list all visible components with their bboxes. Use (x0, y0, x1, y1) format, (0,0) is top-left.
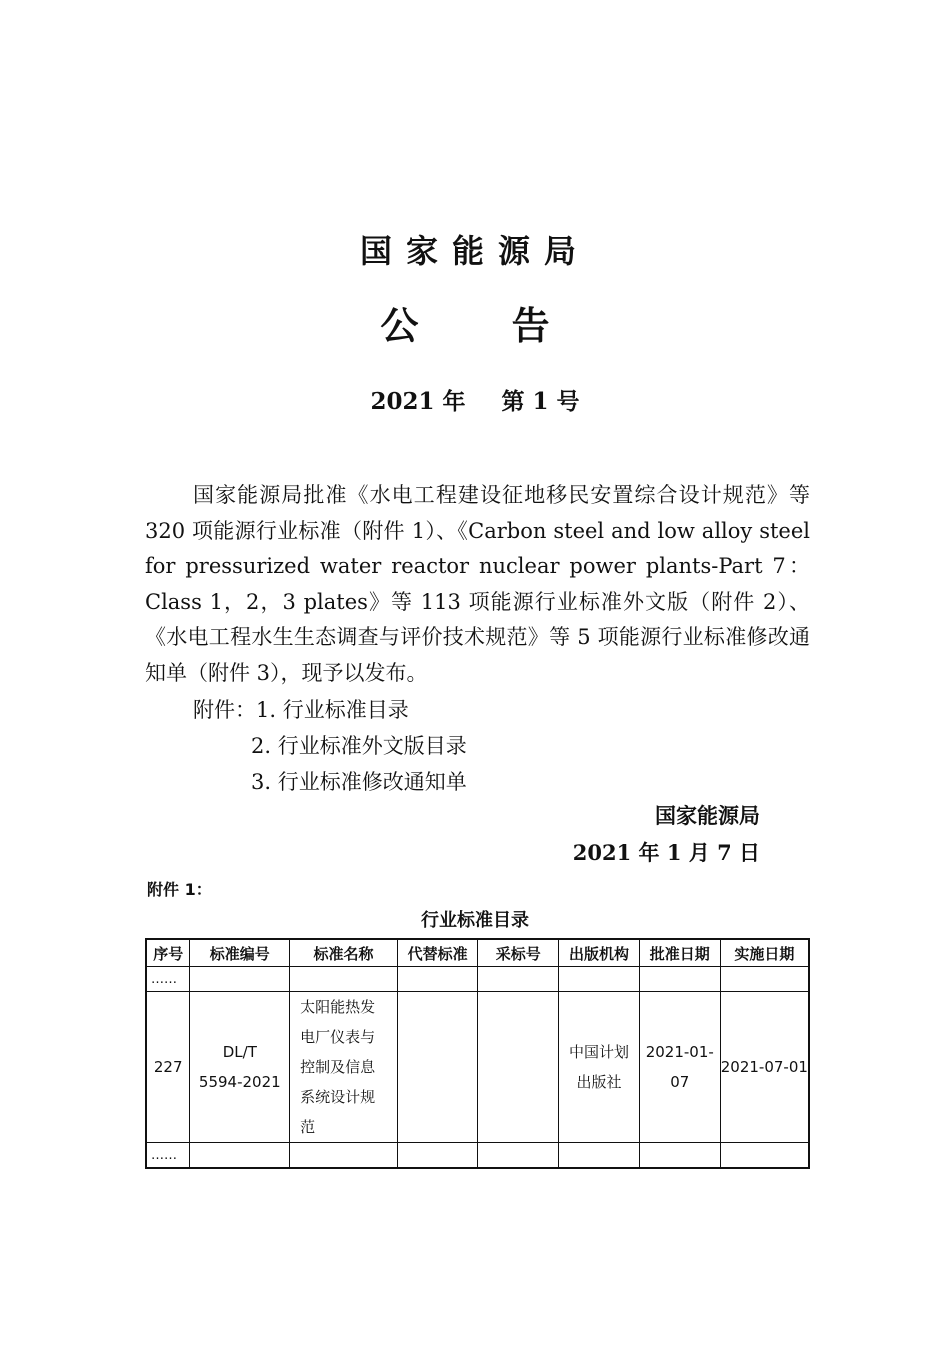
col-header-code: 标准编号 (190, 939, 290, 967)
cell-replaces (397, 992, 478, 1143)
table-row (146, 967, 809, 992)
table-title: 行业标准目录 (421, 910, 529, 931)
standards-table (145, 938, 810, 1169)
col-header-name: 标准名称 (290, 939, 398, 967)
attachment-item-1: 附件：1. 行业标准目录 (193, 698, 409, 722)
issue-serial: 第 1 号 (501, 388, 580, 415)
cell-seq: 227 (146, 992, 190, 1143)
ellipsis-cell: …… (146, 1143, 190, 1169)
document-type-title: 公 告 (380, 304, 590, 348)
attachment-item-3: 3. 行业标准修改通知单 (251, 770, 467, 794)
signature-date: 2021 年 1 月 7 日 (572, 840, 760, 865)
cell-code: DL/T 5594-2021 (190, 992, 290, 1143)
col-header-adopted: 采标号 (478, 939, 559, 967)
col-header-seq: 序号 (146, 939, 190, 967)
cell-effective: 2021-07-01 (720, 992, 809, 1143)
issue-year: 2021 年 (370, 388, 466, 415)
attachment-list (193, 692, 858, 800)
col-header-effective: 实施日期 (720, 939, 809, 967)
table-row (146, 1143, 809, 1169)
issue-number (0, 383, 950, 416)
col-header-publisher: 出版机构 (559, 939, 640, 967)
announcement-body: 国家能源局批准《水电工程建设征地移民安置综合设计规范》等 320 项能源行业标准（附件 1）、《Carbon steel and low alloy steel for pressurized water reactor nuclear power plants-Part 7：Class 1，2，3 plates》等 113 项能源行业标准外文版（附件 2）、《水电工程水生生态调查与评价技术规范》等 5 项能源行业标准修改通知单（附件 3），现予以发布。 (145, 483, 810, 685)
cell-approved: 2021-01-07 (639, 992, 720, 1143)
issuing-authority-title: 国家能源局 (359, 232, 590, 270)
cell-adopted (478, 992, 559, 1143)
attachment-item-2: 2. 行业标准外文版目录 (251, 734, 467, 758)
cell-name: 太阳能热发 电厂仪表与 控制及信息 系统设计规 范 (290, 992, 398, 1143)
ellipsis-cell: …… (146, 967, 190, 992)
table-header-row (146, 939, 809, 967)
attachment-label: 附件 1： (147, 880, 212, 899)
table-row (146, 992, 809, 1143)
signature-org: 国家能源局 (655, 804, 760, 828)
col-header-replaces: 代替标准 (397, 939, 478, 967)
col-header-approved: 批准日期 (639, 939, 720, 967)
cell-publisher: 中国计划 出版社 (559, 992, 640, 1143)
